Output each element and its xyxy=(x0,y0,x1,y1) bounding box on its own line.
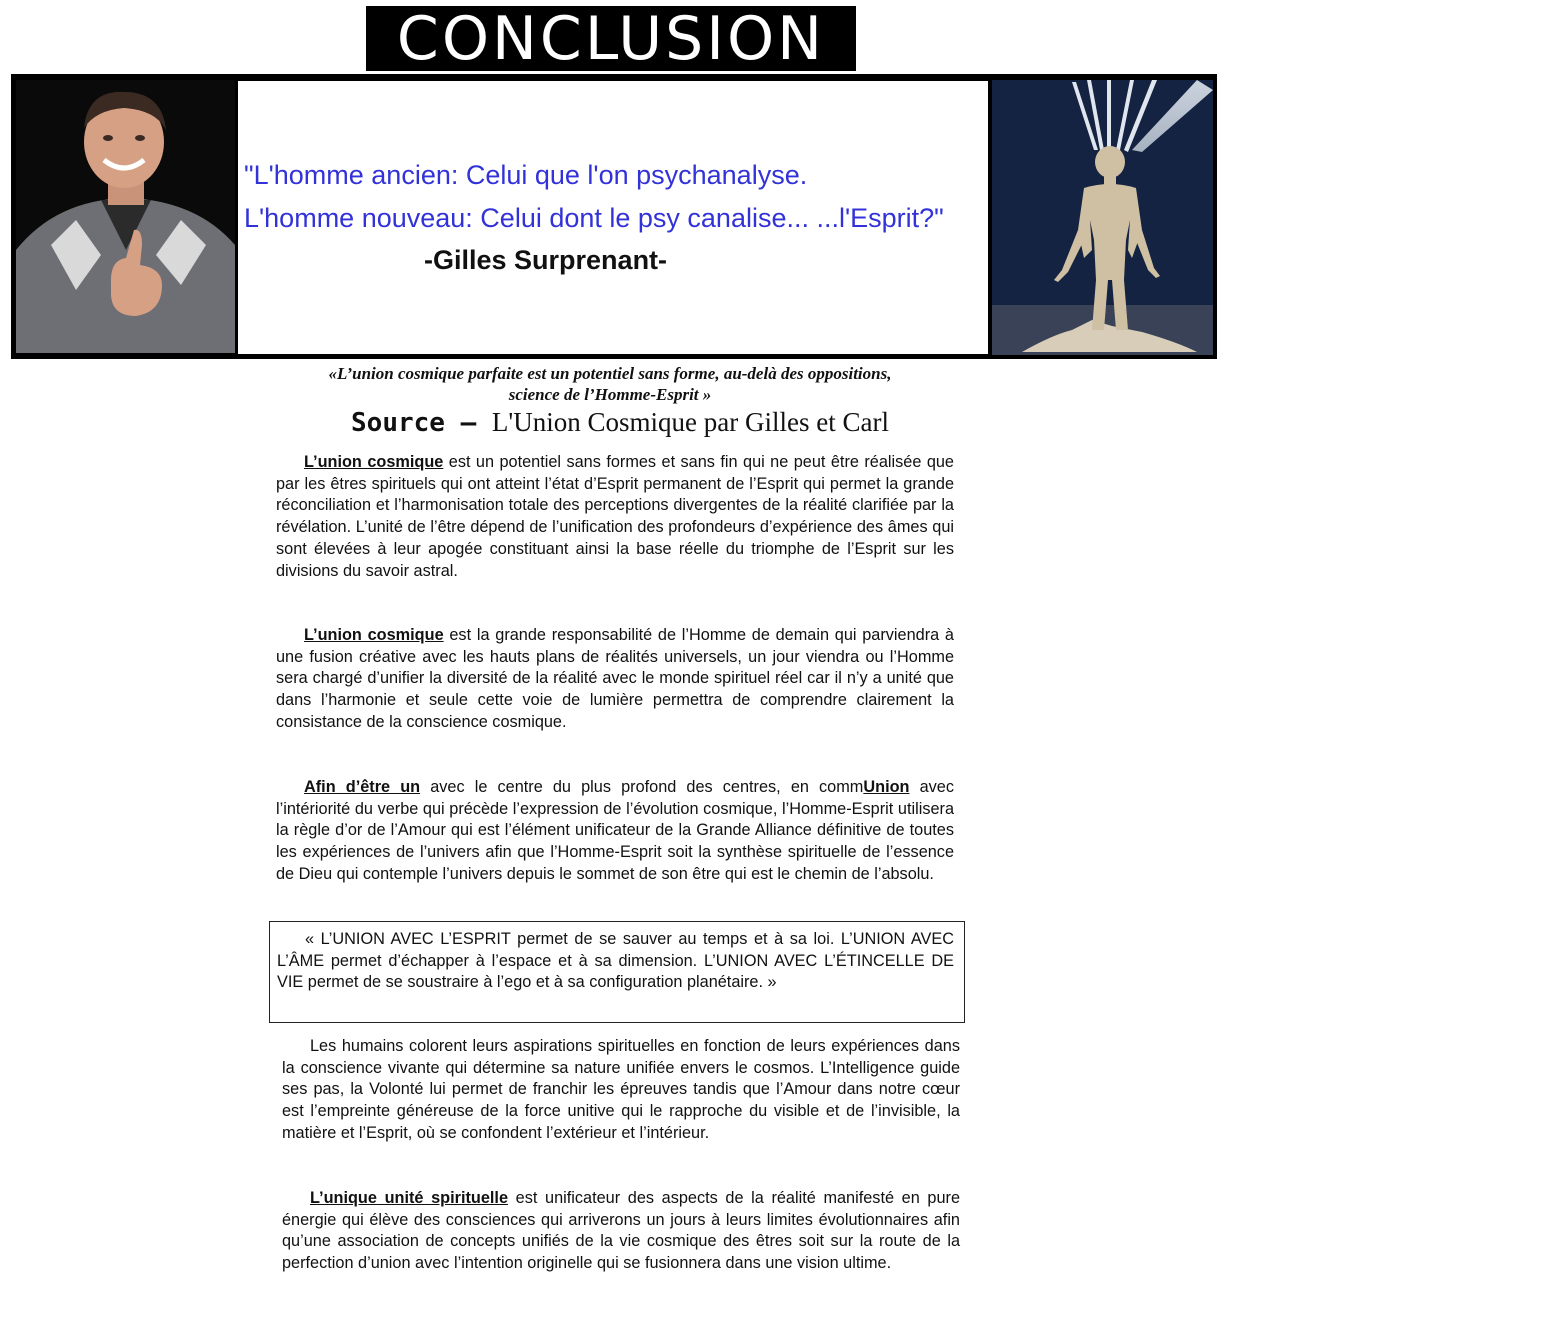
union-quote-box xyxy=(269,921,965,1023)
paragraph-3-lead-union: Union xyxy=(863,778,910,796)
union-quote-text: « L’UNION AVEC L’ESPRIT permet de se sauver au temps et à sa loi. L’UNION AVEC L’ÂME permet d’échapper à l’espace et à sa dimension. L’UNION AVEC L’ÉTINCELLE DE VIE permet de se soustraire à l’ego et à sa configuration planétaire. » xyxy=(277,930,954,992)
paragraph-1 xyxy=(276,452,954,582)
paragraph-3-text-b: avec l’intériorité du verbe qui précède l’expression de l’évolution cosmique, l’Homme-Esprit utilisera la règle d’or de l’Amour qui est l’élément unificateur de la Grande Alliance définitive de toutes les expériences de l’univers afin que l’Homme-Esprit soit la synthèse spirituelle de l’essence de Dieu qui contemple l’univers depuis le sommet de son être qui est le chemin de l’absolu. xyxy=(276,778,955,883)
quote-line-1: "L'homme ancien: Celui que l'on psychanalyse. xyxy=(244,160,808,190)
subquote-line-1: «L’union cosmique parfaite est un potentiel sans forme, au-delà des oppositions, xyxy=(328,364,892,383)
spirit-man-illustration xyxy=(992,80,1213,355)
source-heading xyxy=(270,407,970,438)
source-title: L'Union Cosmique par Gilles et Carl xyxy=(491,407,889,437)
paragraph-1-text: est un potentiel sans formes et sans fin qui ne peut être réalisée que par les êtres spirituels qui ont atteint l’état d’Esprit permanent de l’Esprit qui permet la grande réconciliation et l’harmonisation totale des perceptions divergentes de la réalité clarifiée par la révélation. L’unité de l’être dépend de l’unification des profondeurs d’expérience des âmes qui sont élevées à leur apogée constituant ainsi la base réelle du triomphe de l’Esprit sur les divisions du savoir astral. xyxy=(276,453,954,580)
subquote-line-2: science de l’Homme-Esprit » xyxy=(508,385,712,404)
source-label: Source – xyxy=(351,408,492,438)
paragraph-6-text: est unificateur des aspects de la réalité manifesté en pure énergie qui élève des consciences qui arriverons un jours à leurs limites évolutionnaires afin qu’une association de concepts unifiés de la vie cosmique des êtres soit sur la route de la perfection d’union avec l’intention originelle qui se fusionnera dans une vision ultime. xyxy=(282,1189,961,1273)
quote-line-2: L'homme nouveau: Celui dont le psy canalise... ...l'Esprit?" xyxy=(244,203,944,233)
spirit-man-painting xyxy=(992,80,1213,355)
paragraph-2-text: est la grande responsabilité de l’Homme de demain qui parviendra à une fusion créative avec les hauts plans de réalités universels, un jour viendra ou l’Homme sera chargé d’unifier la diversité de la réalité avec le monde spirituel réel car il n’y a unité que dans l’harmonie et seule cette voie de lumière permettra de comprendre clairement la consistance de la conscience cosmique. xyxy=(276,626,954,731)
paragraph-1-lead: L’union cosmique xyxy=(304,453,444,471)
quote-box xyxy=(238,81,988,354)
paragraph-2 xyxy=(276,625,954,734)
paragraph-6-lead: L’unique unité spirituelle xyxy=(310,1189,509,1207)
paragraph-3-text-a: avec le centre du plus profond des centres, en comm xyxy=(420,778,864,796)
paragraph-3-lead: Afin d’être un xyxy=(304,778,421,796)
subquote xyxy=(270,363,950,405)
quote-author: -Gilles Surprenant- xyxy=(424,245,668,275)
paragraph-6 xyxy=(282,1188,960,1275)
author-photo-illustration xyxy=(16,80,235,353)
author-photo xyxy=(16,80,235,353)
paragraph-2-lead: L’union cosmique xyxy=(304,626,444,644)
conclusion-banner xyxy=(366,3,856,74)
banner-title: CONCLUSION xyxy=(396,3,826,74)
paragraph-5: Les humains colorent leurs aspirations spirituelles en fonction de leurs expériences dans la conscience vivante qui détermine sa nature unifiée envers le cosmos. L’Intelligence guide ses pas, la Volonté lui permet de franchir les épreuves tandis que l’Amour dans notre cœur est l’empreinte généreuse de la force unitive qui le rapproche du visible et de l’invisible, la matière et l’Esprit, où se confondent l’extérieur et l’intérieur. xyxy=(282,1037,960,1142)
paragraph-3 xyxy=(276,777,954,886)
